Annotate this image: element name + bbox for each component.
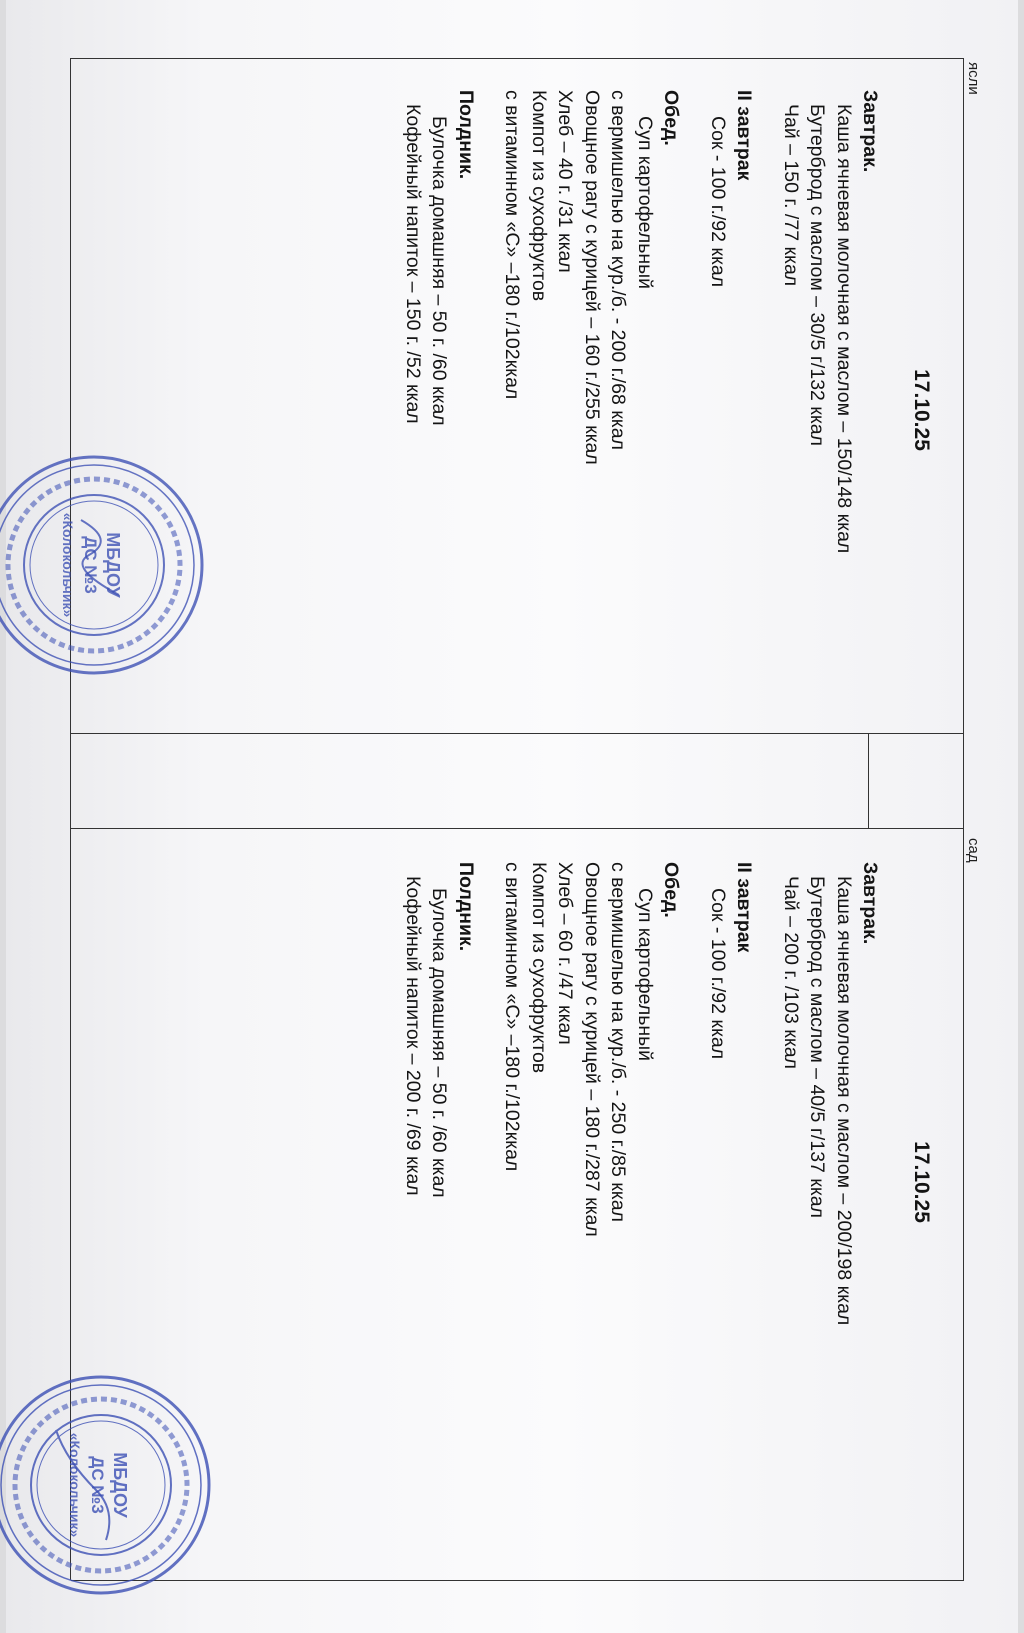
svg-text:«Колокольчик»: «Колокольчик» — [60, 512, 76, 618]
menu-item: Булочка домашняя – 50 г. /60 ккал — [428, 116, 451, 426]
svg-text:ДС №3: ДС №3 — [88, 1456, 107, 1514]
menu-item: Суп картофельный — [634, 888, 656, 1062]
menu-item: Сок - 100 г./92 ккал — [707, 888, 729, 1060]
meal-breakfast — [778, 862, 884, 1462]
menu-item: Кофейный напиток – 200 г. /69 ккал — [402, 876, 424, 1196]
official-stamp-garden — [0, 1370, 216, 1600]
meal-second-breakfast — [705, 90, 758, 690]
svg-text:«Колокольчик»: «Колокольчик» — [67, 1432, 83, 1538]
menu-item: Компот из сухофруктов — [528, 862, 550, 1074]
divider-row-line — [868, 733, 869, 828]
menu-item: с вермишелью на кур./б. - 200 г./68 ккал — [607, 90, 630, 450]
menu-item: с витаминном «С» –180 г./102ккал — [501, 90, 524, 400]
column-divider-left — [71, 733, 964, 734]
svg-text:МБДОУ: МБДОУ — [103, 532, 123, 598]
meal-lunch — [499, 90, 685, 690]
column-label-nursery: ясли — [965, 62, 982, 95]
meal-breakfast — [778, 90, 884, 690]
menu-item: Овощное рагу с курицей – 180 г./287 ккал — [581, 862, 603, 1237]
meal-snack — [400, 90, 480, 690]
menu-item: Сок - 100 г./92 ккал — [707, 116, 729, 288]
menu-column-garden — [82, 862, 942, 1462]
menu-item: Чай – 200 г. /103 ккал — [780, 876, 802, 1070]
table-top-border — [963, 58, 964, 1580]
menu-item: Хлеб – 40 г. /31 ккал — [554, 90, 577, 273]
menu-item: Компот из сухофруктов — [528, 90, 550, 302]
menu-item: Булочка домашняя – 50 г. /60 ккал — [428, 888, 451, 1198]
meal-title: Полдник. — [455, 862, 477, 952]
meal-title: II завтрак — [733, 862, 756, 953]
menu-item: Овощное рагу с курицей – 160 г./255 ккал — [581, 90, 603, 465]
menu-column-nursery — [82, 90, 942, 690]
meal-title: Обед. — [660, 90, 683, 146]
table-left-border — [71, 58, 964, 59]
menu-date: 17.10.25 — [910, 1141, 933, 1223]
menu-item: Хлеб – 60 г. /47 ккал — [554, 862, 577, 1045]
menu-item: Суп картофельный — [634, 116, 656, 290]
table-right-border — [71, 1580, 964, 1581]
meal-snack — [400, 862, 480, 1462]
column-divider-right — [71, 828, 964, 829]
menu-item: Каша ячневая молочная с маслом – 200/198 ккал — [833, 876, 855, 1326]
menu-item: Бутерброд с маслом – 40/5 г/137 ккал — [806, 876, 829, 1219]
column-label-garden: сад — [965, 838, 982, 863]
meal-second-breakfast — [705, 862, 758, 1462]
svg-text:ДС №3: ДС №3 — [81, 536, 100, 594]
menu-item: Кофейный напиток – 150 г. /52 ккал — [402, 104, 424, 424]
menu-item: с вермишелью на кур./б. - 250 г./85 ккал — [607, 862, 630, 1222]
menu-date: 17.10.25 — [910, 369, 933, 451]
meal-title: Завтрак. — [859, 862, 882, 945]
meal-title: Обед. — [660, 862, 683, 918]
menu-item: Чай – 150 г. /77 ккал — [780, 104, 802, 287]
menu-item: с витаминном «С» –180 г./102ккал — [501, 862, 524, 1172]
table-bottom-border — [70, 58, 71, 1580]
meal-title: II завтрак — [733, 90, 756, 181]
svg-text:МБДОУ: МБДОУ — [110, 1452, 130, 1518]
meal-lunch — [499, 862, 685, 1462]
meal-title: Полдник. — [455, 90, 477, 180]
menu-item: Бутерброд с маслом – 30/5 г/132 ккал — [806, 104, 829, 447]
meal-title: Завтрак. — [859, 90, 882, 173]
menu-item: Каша ячневая молочная с маслом – 150/148 ккал — [833, 104, 855, 554]
